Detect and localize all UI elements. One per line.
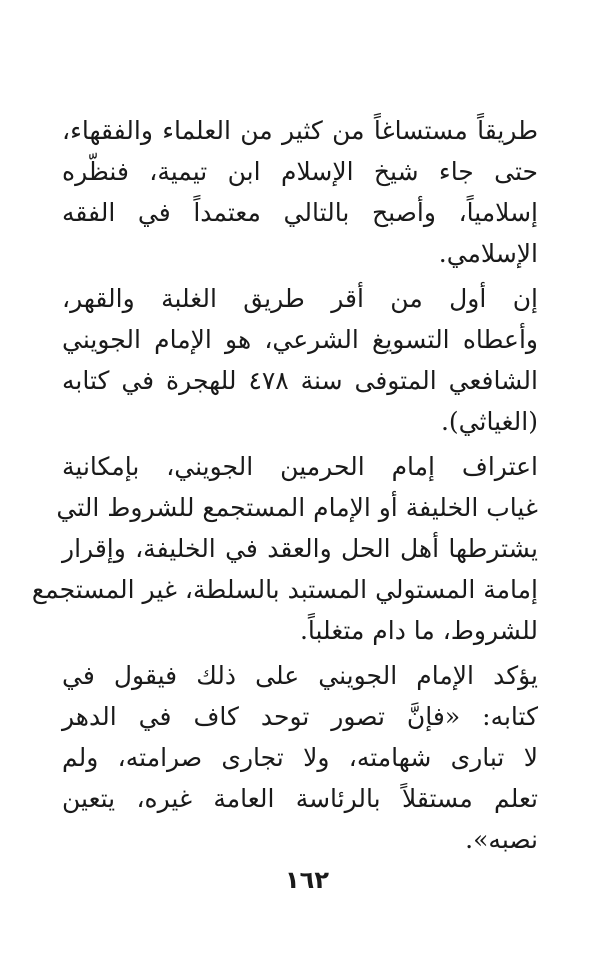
text-line: يشترطها أهل الحل والعقد في الخليفة، وإقرار <box>62 534 538 563</box>
text-line: إسلامياً، وأصبح بالتالي معتمداً في الفقه <box>62 198 538 227</box>
text-line: لا تبارى شهامته، ولا تجارى صرامته، ولم <box>62 743 538 772</box>
text-line: حتى جاء شيخ الإسلام ابن تيمية، فنظّره <box>62 157 538 186</box>
text-line: غياب الخليفة أو الإمام المستجمع للشروط التي <box>56 493 538 522</box>
body-text <box>31 110 538 864</box>
text-line: الإسلامي. <box>438 239 538 268</box>
text-line: الشافعي المتوفى سنة ٤٧٨ للهجرة في كتابه <box>62 366 538 395</box>
text-line: وأعطاه التسويغ الشرعي، هو الإمام الجويني <box>62 325 538 354</box>
text-line: للشروط، ما دام متغلباً. <box>299 616 538 645</box>
text-line: اعتراف إمام الحرمين الجويني، بإمكانية <box>62 452 538 481</box>
paragraph-2 <box>62 278 538 442</box>
paragraph-1 <box>62 110 538 274</box>
text-line: نصبه». <box>465 825 538 854</box>
text-line: إمامة المستولي المستبد بالسلطة، غير المستجمع <box>31 575 538 604</box>
text-line: يؤكد الإمام الجويني على ذلك فيقول في <box>62 661 538 690</box>
paragraph-4 <box>62 655 538 860</box>
paragraph-3 <box>31 446 538 651</box>
text-line: تعلم مستقلاً بالرئاسة العامة غيره، يتعين <box>62 784 538 813</box>
text-line: إن أول من أقر طريق الغلبة والقهر، <box>62 284 538 313</box>
text-line: طريقاً مستساغاً من كثير من العلماء والفقهاء، <box>62 116 538 145</box>
text-line: (الغياثي). <box>440 407 538 436</box>
page-number: ١٦٢ <box>285 866 329 894</box>
text-line: كتابه: «فإنَّ تصور توحد كاف في الدهر <box>62 702 538 731</box>
